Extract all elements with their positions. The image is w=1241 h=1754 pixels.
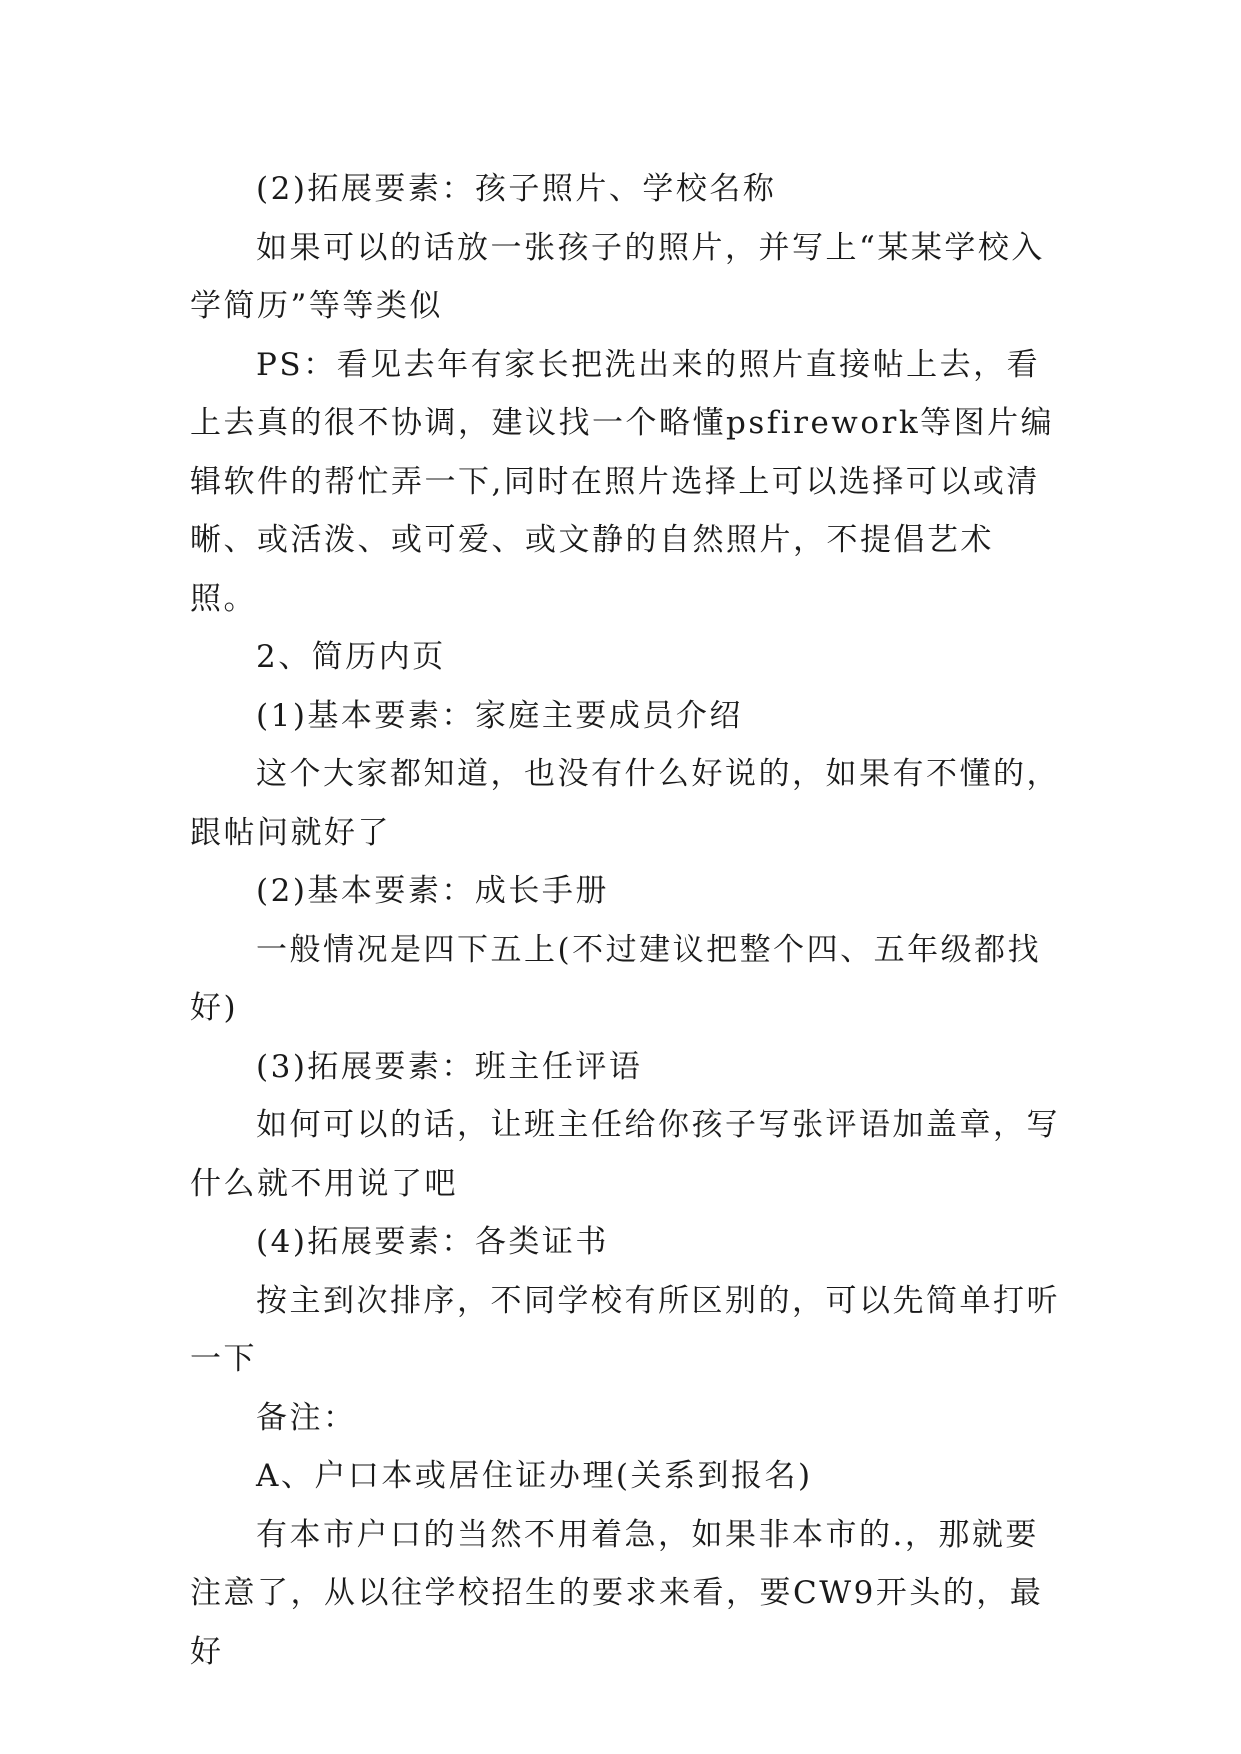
paragraph-photo-suggestion: 如果可以的话放一张孩子的照片，并写上“某某学校入学简历”等等类似 bbox=[190, 229, 1045, 324]
paragraph-heading-family-members: (1)基本要素：家庭主要成员介绍 bbox=[256, 697, 743, 734]
paragraph-remarks-label: 备注： bbox=[256, 1399, 357, 1436]
paragraph-heading-hukou: A、户口本或居住证办理(关系到报名) bbox=[256, 1458, 813, 1494]
paragraph-heading-photo-school: (2)拓展要素：孩子照片、学校名称 bbox=[256, 171, 777, 207]
paragraph-teacher-comments-note: 如何可以的话，让班主任给你孩子写张评语加盖章，写什么就不用说了吧 bbox=[190, 1107, 1060, 1202]
paragraph-hukou-note: 有本市户口的当然不用着急，如果非本市的.，那就要注意了，从以往学校招生的要求来看，要CW9开头的，最好 bbox=[190, 1516, 1044, 1670]
paragraph-certificates-note: 按主到次排序，不同学校有所区别的，可以先简单打听一下 bbox=[190, 1282, 1060, 1377]
paragraph-heading-growth-handbook: (2)基本要素：成长手册 bbox=[256, 873, 609, 909]
document-body bbox=[190, 160, 1060, 1681]
paragraph-heading-certificates: (4)拓展要素：各类证书 bbox=[256, 1224, 609, 1260]
paragraph-heading-teacher-comments: (3)拓展要素：班主任评语 bbox=[256, 1048, 643, 1085]
paragraph-family-members-note: 这个大家都知道，也没有什么好说的，如果有不懂的，跟帖问就好了 bbox=[190, 756, 1060, 851]
paragraph-growth-handbook-note: 一般情况是四下五上(不过建议把整个四、五年级都找好) bbox=[190, 931, 1042, 1026]
paragraph-section-inner-pages: 2、简历内页 bbox=[256, 639, 446, 675]
paragraph-ps-note: PS：看见去年有家长把洗出来的照片直接帖上去，看上去真的很不协调，建议找一个略懂psfirework等图片编辑软件的帮忙弄一下,同时在照片选择上可以选择可以或清晰、或活泼、或可爱、或文静的自然照片，不提倡艺术照。 bbox=[190, 346, 1055, 617]
